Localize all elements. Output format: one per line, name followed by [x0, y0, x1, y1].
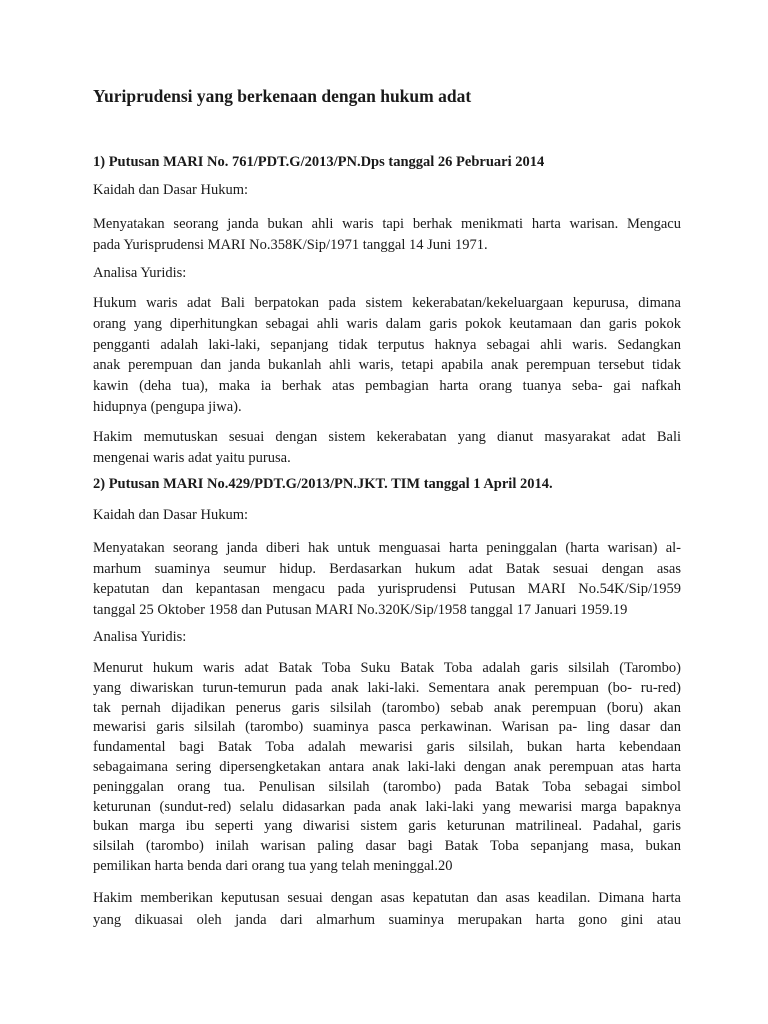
text-line: orang yang diperhitungkan sebagai ahli waris dalam garis pokok keutamaan dan garis pokok [93, 315, 681, 332]
text-line: kepatutan dan kepantasan mengacu pada yurisprudensi Putusan MARI No.54K/Sip/1959 [93, 581, 681, 598]
text-line: pemilikan harta benda dari orang tua yang telah meninggal.20 [93, 857, 453, 874]
document-title: Yuriprudensi yang berkenaan dengan hukum adat [93, 86, 472, 106]
section-2-hakim-paragraph [93, 887, 681, 931]
text-line: Hakim memutuskan sesuai dengan sistem kekerabatan yang dianut masyarakat adat Bali [93, 429, 681, 445]
section-1-analisa-label: Analisa Yuridis: [93, 265, 187, 281]
section-2-kaidah-label: Kaidah dan Dasar Hukum: [93, 507, 249, 523]
text-line: fundamental bagi Batak Toba adalah mewarisi garis silsilah, bukan harta kebendaan [93, 739, 681, 756]
text-line: marhum suaminya seumur hidup. Berdasarkan hukum adat Batak sesuai dengan asas [93, 560, 681, 577]
text-line: tak pernah dijadikan penerus garis silsilah (tarombo) sebab anak perempuan (boru) akan [93, 699, 681, 716]
section-2-kaidah-paragraph [93, 538, 681, 621]
section-1-kaidah-paragraph [93, 214, 681, 255]
section-1-kaidah-label: Kaidah dan Dasar Hukum: [93, 182, 249, 198]
text-line: anak perempuan dan janda bukanlah ahli waris, tetapi apabila anak perempuan tersebut tidak [93, 357, 681, 374]
section-1-analisa-paragraph [93, 293, 681, 418]
text-line: Menurut hukum waris adat Batak Toba Suku Batak Toba adalah garis silsilah (Tarombo) [93, 660, 681, 676]
section-1-heading: 1) Putusan MARI No. 761/PDT.G/2013/PN.Dps tanggal 26 Pebruari 2014 [93, 154, 545, 170]
text-line: pengganti adalah laki-laki, sepanjang tidak terputus haknya sebagai ahli waris. Sedangkan [93, 336, 681, 353]
section-1-hakim-paragraph [93, 427, 681, 468]
text-line: mewarisi garis silsilah (tarombo) suaminya pasca perkawinan. Warisan pa- ling dasar dan [93, 719, 681, 736]
text-line: yang dikuasai oleh janda dari almarhum suaminya merupakan harta gono gini atau [93, 912, 681, 928]
section-2-analisa-label: Analisa Yuridis: [93, 629, 187, 645]
text-line: yang diwariskan turun-temurun pada anak laki-laki. Sementara anak perempuan (bo- ru-red) [93, 679, 681, 696]
text-line: Menyatakan seorang janda bukan ahli waris tapi berhak menikmati harta warisan. Mengacu [93, 216, 681, 232]
text-line: kawin (deha tua), maka ia berhak atas pembagian harta orang tuanya seba- gai nafkah [93, 378, 681, 395]
text-line: sebagaimana sering dipersengketakan antara anak laki-laki dengan anak perempuan atas harta [93, 758, 681, 775]
section-2-analisa-paragraph [93, 659, 681, 877]
text-line: bukan marga ibu seperti yang diwarisi sistem garis keturunan matrilineal. Padahal, garis [93, 818, 681, 835]
text-line: tanggal 25 Oktober 1958 dan Putusan MARI No.320K/Sip/1958 tanggal 17 Januari 1959.19 [93, 602, 628, 619]
text-line: Hukum waris adat Bali berpatokan pada sistem kekerabatan/kekeluargaan kepurusa, dimana [93, 295, 681, 311]
text-line: pada Yurisprudensi MARI No.358K/Sip/1971 tanggal 14 Juni 1971. [93, 236, 488, 253]
text-line: hidupnya (pengupa jiwa). [93, 398, 242, 415]
text-line: mengenai waris adat yaitu purusa. [93, 449, 291, 466]
text-line: keturunan (sundut-red) selalu didasarkan pada anak laki-laki yang mewarisi marga bapaknya [93, 798, 681, 815]
section-2-heading: 2) Putusan MARI No.429/PDT.G/2013/PN.JKT. TIM tanggal 1 April 2014. [93, 476, 553, 492]
text-line: Menyatakan seorang janda diberi hak untuk menguasai harta peninggalan (harta warisan) al- [93, 540, 681, 556]
text-line: Hakim memberikan keputusan sesuai dengan asas kepatutan dan asas keadilan. Dimana harta [93, 890, 681, 906]
text-line: silsilah (tarombo) inilah warisan paling dasar bagi Batak Toba sepanjang masa, bukan [93, 838, 681, 855]
text-line: peninggalan orang tua. Penulisan silsilah (tarombo) pada Batak Toba sebagai simbol [93, 778, 681, 795]
